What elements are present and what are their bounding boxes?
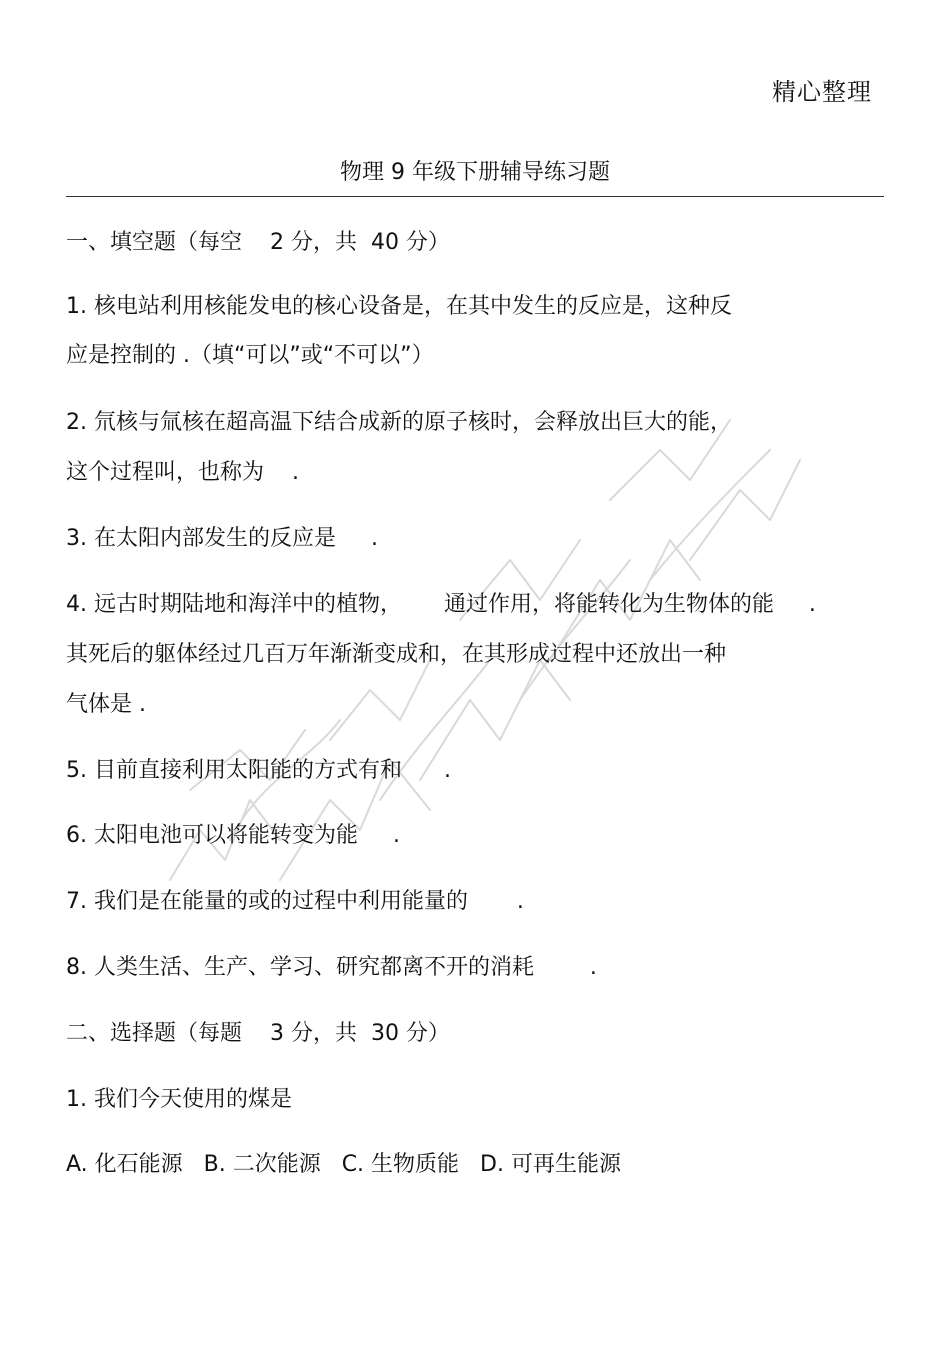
section-heading-fill-blank: 一、填空题（每空 2 分，共 40 分） bbox=[66, 230, 450, 255]
question-4-line-2: 其死后的躯体经过几百万年渐渐变成和，在其形成过程中还放出一种 bbox=[66, 642, 727, 667]
choice-question-1-stem: 1. 我们今天使用的煤是 bbox=[66, 1087, 292, 1112]
question-5: 5. 目前直接利用太阳能的方式有和 . bbox=[66, 758, 451, 783]
question-3: 3. 在太阳内部发生的反应是 . bbox=[66, 526, 378, 551]
question-2-line-1: 2. 氘核与氚核在超高温下结合成新的原子核时，会释放出巨大的能， bbox=[66, 410, 732, 435]
question-1-line-2: 应是控制的 .（填“可以”或“不可以”） bbox=[66, 343, 434, 368]
question-7: 7. 我们是在能量的或的过程中利用能量的 . bbox=[66, 889, 524, 914]
question-4-line-3: 气体是 . bbox=[66, 692, 146, 717]
question-1-line-1: 1. 核电站利用核能发电的核心设备是，在其中发生的反应是，这种反 bbox=[66, 294, 732, 319]
question-8: 8. 人类生活、生产、学习、研究都离不开的消耗 . bbox=[66, 955, 597, 980]
title-divider bbox=[66, 196, 884, 197]
question-2-line-2: 这个过程叫，也称为 . bbox=[66, 460, 299, 485]
question-6: 6. 太阳电池可以将能转变为能 . bbox=[66, 823, 400, 848]
page-title: 物理 9 年级下册辅导练习题 bbox=[340, 160, 610, 185]
section-heading-multiple-choice: 二、选择题（每题 3 分，共 30 分） bbox=[66, 1021, 450, 1046]
header-note: 精心整理 bbox=[772, 78, 872, 106]
choice-question-1-options: A. 化石能源 B. 二次能源 C. 生物质能 D. 可再生能源 bbox=[66, 1152, 621, 1177]
question-4-line-1: 4. 远古时期陆地和海洋中的植物， 通过作用，将能转化为生物体的能 . bbox=[66, 592, 816, 617]
